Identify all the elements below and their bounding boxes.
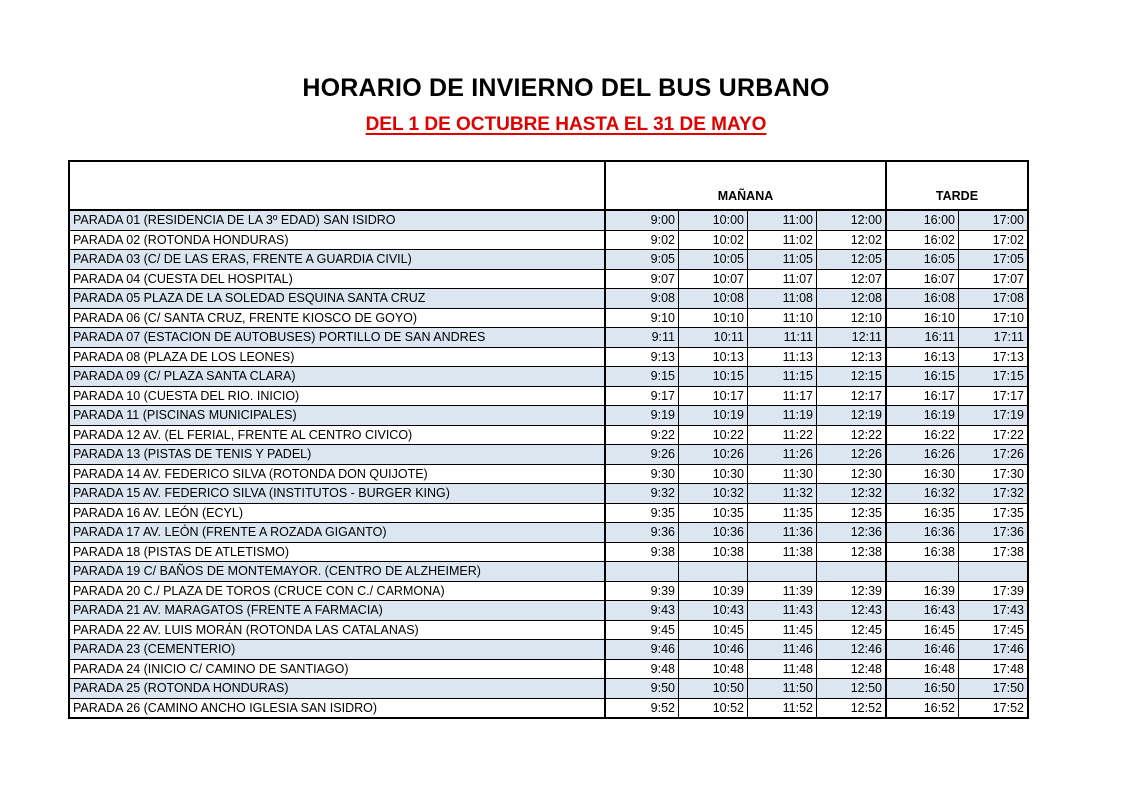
- table-row: [69, 210, 1028, 230]
- time-cell: 11:15: [748, 367, 817, 387]
- time-cell: 9:05: [605, 250, 679, 270]
- time-cell: 12:52: [817, 698, 887, 718]
- time-cell: 10:19: [679, 406, 748, 426]
- time-cell: 10:36: [679, 523, 748, 543]
- time-cell: 9:30: [605, 464, 679, 484]
- time-cell: [886, 562, 959, 582]
- time-cell: 12:48: [817, 659, 887, 679]
- time-cell: 9:22: [605, 425, 679, 445]
- time-cell: 10:07: [679, 269, 748, 289]
- time-cell: 12:39: [817, 581, 887, 601]
- time-cell: 17:43: [959, 601, 1029, 621]
- time-cell: 17:07: [959, 269, 1029, 289]
- time-cell: 12:05: [817, 250, 887, 270]
- time-cell: 10:50: [679, 679, 748, 699]
- time-cell: 16:02: [886, 230, 959, 250]
- time-cell: 16:45: [886, 620, 959, 640]
- time-cell: 9:39: [605, 581, 679, 601]
- time-cell: 17:38: [959, 542, 1029, 562]
- time-cell: 10:32: [679, 484, 748, 504]
- table-row: [69, 425, 1028, 445]
- stop-name: PARADA 04 (CUESTA DEL HOSPITAL): [69, 269, 605, 289]
- time-cell: 16:46: [886, 640, 959, 660]
- time-cell: 16:17: [886, 386, 959, 406]
- time-cell: 9:35: [605, 503, 679, 523]
- time-cell: 12:02: [817, 230, 887, 250]
- stop-name: PARADA 09 (C/ PLAZA SANTA CLARA): [69, 367, 605, 387]
- time-cell: 12:30: [817, 464, 887, 484]
- time-cell: 10:22: [679, 425, 748, 445]
- time-cell: 11:00: [748, 210, 817, 230]
- stop-name: PARADA 11 (PISCINAS MUNICIPALES): [69, 406, 605, 426]
- time-cell: 12:10: [817, 308, 887, 328]
- time-cell: 17:36: [959, 523, 1029, 543]
- time-cell: 17:13: [959, 347, 1029, 367]
- stop-name: PARADA 03 (C/ DE LAS ERAS, FRENTE A GUARDIA CIVIL): [69, 250, 605, 270]
- time-cell: 17:45: [959, 620, 1029, 640]
- time-cell: 11:39: [748, 581, 817, 601]
- time-cell: 11:11: [748, 328, 817, 348]
- time-cell: 16:19: [886, 406, 959, 426]
- page-title: HORARIO DE INVIERNO DEL BUS URBANO: [302, 74, 830, 102]
- time-cell: 12:38: [817, 542, 887, 562]
- time-cell: 17:00: [959, 210, 1029, 230]
- time-cell: 9:15: [605, 367, 679, 387]
- time-cell: 11:50: [748, 679, 817, 699]
- stop-name: PARADA 22 AV. LUIS MORÁN (ROTONDA LAS CATALANAS): [69, 620, 605, 640]
- time-cell: 16:43: [886, 601, 959, 621]
- time-cell: 16:07: [886, 269, 959, 289]
- stop-name: PARADA 01 (RESIDENCIA DE LA 3º EDAD) SAN ISIDRO: [69, 210, 605, 230]
- time-cell: 16:00: [886, 210, 959, 230]
- stop-name: PARADA 10 (CUESTA DEL RIO. INICIO): [69, 386, 605, 406]
- time-cell: 17:11: [959, 328, 1029, 348]
- time-cell: 10:05: [679, 250, 748, 270]
- time-cell: 10:39: [679, 581, 748, 601]
- time-cell: 9:38: [605, 542, 679, 562]
- time-cell: 17:22: [959, 425, 1029, 445]
- time-cell: 10:26: [679, 445, 748, 465]
- table-row: [69, 406, 1028, 426]
- stop-name: PARADA 24 (INICIO C/ CAMINO DE SANTIAGO): [69, 659, 605, 679]
- table-row: [69, 347, 1028, 367]
- time-cell: 9:00: [605, 210, 679, 230]
- table-row: [69, 484, 1028, 504]
- time-cell: 11:35: [748, 503, 817, 523]
- stop-name: PARADA 14 AV. FEDERICO SILVA (ROTONDA DON QUIJOTE): [69, 464, 605, 484]
- time-cell: 16:39: [886, 581, 959, 601]
- table-row: [69, 289, 1028, 309]
- time-cell: 9:36: [605, 523, 679, 543]
- stop-name: PARADA 05 PLAZA DE LA SOLEDAD ESQUINA SANTA CRUZ: [69, 289, 605, 309]
- time-cell: 11:26: [748, 445, 817, 465]
- time-cell: 17:50: [959, 679, 1029, 699]
- time-cell: 9:10: [605, 308, 679, 328]
- time-cell: 12:17: [817, 386, 887, 406]
- time-cell: 10:52: [679, 698, 748, 718]
- time-cell: 17:46: [959, 640, 1029, 660]
- time-cell: 16:32: [886, 484, 959, 504]
- time-cell: 9:02: [605, 230, 679, 250]
- stop-name: PARADA 08 (PLAZA DE LOS LEONES): [69, 347, 605, 367]
- time-cell: 17:10: [959, 308, 1029, 328]
- time-cell: 11:10: [748, 308, 817, 328]
- time-cell: 12:35: [817, 503, 887, 523]
- time-cell: 11:48: [748, 659, 817, 679]
- stop-name: PARADA 15 AV. FEDERICO SILVA (INSTITUTOS - BURGER KING): [69, 484, 605, 504]
- time-cell: 12:45: [817, 620, 887, 640]
- table-header-row: [69, 161, 1028, 210]
- time-cell: 12:13: [817, 347, 887, 367]
- time-cell: 9:32: [605, 484, 679, 504]
- time-cell: 12:07: [817, 269, 887, 289]
- time-cell: 17:52: [959, 698, 1029, 718]
- time-cell: 10:00: [679, 210, 748, 230]
- header-stop-column: [69, 161, 605, 210]
- table-row: [69, 620, 1028, 640]
- time-cell: 10:45: [679, 620, 748, 640]
- time-cell: 12:50: [817, 679, 887, 699]
- subtitle-text: DEL 1 DE OCTUBRE HASTA EL 31 DE MAYO: [365, 114, 767, 135]
- time-cell: 12:19: [817, 406, 887, 426]
- stop-name: PARADA 20 C./ PLAZA DE TOROS (CRUCE CON C./ CARMONA): [69, 581, 605, 601]
- schedule-table: [68, 160, 1029, 719]
- time-cell: 11:43: [748, 601, 817, 621]
- time-cell: 11:38: [748, 542, 817, 562]
- stop-name: PARADA 02 (ROTONDA HONDURAS): [69, 230, 605, 250]
- stop-name: PARADA 16 AV. LEÓN (ECYL): [69, 503, 605, 523]
- table-row: [69, 659, 1028, 679]
- table-row: [69, 679, 1028, 699]
- time-cell: 16:30: [886, 464, 959, 484]
- time-cell: 16:22: [886, 425, 959, 445]
- time-cell: 10:08: [679, 289, 748, 309]
- time-cell: [959, 562, 1029, 582]
- time-cell: 17:08: [959, 289, 1029, 309]
- time-cell: 10:10: [679, 308, 748, 328]
- time-cell: 11:19: [748, 406, 817, 426]
- time-cell: 12:15: [817, 367, 887, 387]
- table-row: [69, 698, 1028, 718]
- stop-name: PARADA 25 (ROTONDA HONDURAS): [69, 679, 605, 699]
- stop-name: PARADA 07 (ESTACION DE AUTOBUSES) PORTILLO DE SAN ANDRES: [69, 328, 605, 348]
- time-cell: 10:43: [679, 601, 748, 621]
- table-row: [69, 640, 1028, 660]
- time-cell: 9:46: [605, 640, 679, 660]
- table-row: [69, 542, 1028, 562]
- time-cell: 12:22: [817, 425, 887, 445]
- time-cell: 11:22: [748, 425, 817, 445]
- time-cell: 16:10: [886, 308, 959, 328]
- stop-name: PARADA 12 AV. (EL FERIAL, FRENTE AL CENTRO CIVICO): [69, 425, 605, 445]
- time-cell: 12:46: [817, 640, 887, 660]
- stop-name: PARADA 18 (PISTAS DE ATLETISMO): [69, 542, 605, 562]
- time-cell: 16:13: [886, 347, 959, 367]
- time-cell: 16:08: [886, 289, 959, 309]
- time-cell: 11:08: [748, 289, 817, 309]
- time-cell: [679, 562, 748, 582]
- time-cell: 10:17: [679, 386, 748, 406]
- time-cell: 10:02: [679, 230, 748, 250]
- time-cell: 9:45: [605, 620, 679, 640]
- time-cell: 17:05: [959, 250, 1029, 270]
- stop-name: PARADA 21 AV. MARAGATOS (FRENTE A FARMACIA): [69, 601, 605, 621]
- time-cell: 9:08: [605, 289, 679, 309]
- time-cell: 17:15: [959, 367, 1029, 387]
- time-cell: 17:19: [959, 406, 1029, 426]
- table-row: [69, 386, 1028, 406]
- table-row: [69, 445, 1028, 465]
- table-row: [69, 308, 1028, 328]
- time-cell: 9:48: [605, 659, 679, 679]
- time-cell: 10:30: [679, 464, 748, 484]
- time-cell: 16:48: [886, 659, 959, 679]
- time-cell: 16:35: [886, 503, 959, 523]
- time-cell: 11:30: [748, 464, 817, 484]
- time-cell: 16:26: [886, 445, 959, 465]
- time-cell: 10:11: [679, 328, 748, 348]
- stop-name: PARADA 17 AV. LEÓN (FRENTE A ROZADA GIGANTO): [69, 523, 605, 543]
- time-cell: 11:45: [748, 620, 817, 640]
- time-cell: 9:26: [605, 445, 679, 465]
- time-cell: 16:52: [886, 698, 959, 718]
- stop-name: PARADA 06 (C/ SANTA CRUZ, FRENTE KIOSCO DE GOYO): [69, 308, 605, 328]
- time-cell: 16:11: [886, 328, 959, 348]
- time-cell: [817, 562, 887, 582]
- table-row: [69, 230, 1028, 250]
- table-row: [69, 464, 1028, 484]
- time-cell: 11:05: [748, 250, 817, 270]
- time-cell: 17:39: [959, 581, 1029, 601]
- time-cell: 11:36: [748, 523, 817, 543]
- table-row: [69, 328, 1028, 348]
- table-row: [69, 601, 1028, 621]
- time-cell: 12:43: [817, 601, 887, 621]
- time-cell: 12:08: [817, 289, 887, 309]
- time-cell: 17:48: [959, 659, 1029, 679]
- time-cell: 12:00: [817, 210, 887, 230]
- time-cell: 16:05: [886, 250, 959, 270]
- time-cell: 10:15: [679, 367, 748, 387]
- time-cell: 10:48: [679, 659, 748, 679]
- stop-name: PARADA 26 (CAMINO ANCHO IGLESIA SAN ISIDRO): [69, 698, 605, 718]
- time-cell: 12:32: [817, 484, 887, 504]
- time-cell: 17:35: [959, 503, 1029, 523]
- time-cell: 11:46: [748, 640, 817, 660]
- table-row: [69, 523, 1028, 543]
- header-afternoon: TARDE: [886, 161, 1028, 210]
- time-cell: 11:32: [748, 484, 817, 504]
- time-cell: 16:15: [886, 367, 959, 387]
- time-cell: 11:17: [748, 386, 817, 406]
- time-cell: 9:17: [605, 386, 679, 406]
- time-cell: 17:30: [959, 464, 1029, 484]
- time-cell: 12:11: [817, 328, 887, 348]
- time-cell: 16:36: [886, 523, 959, 543]
- table-row: [69, 250, 1028, 270]
- table-row: [69, 581, 1028, 601]
- time-cell: 9:07: [605, 269, 679, 289]
- time-cell: 10:46: [679, 640, 748, 660]
- page-subtitle: [0, 114, 1132, 136]
- time-cell: 9:50: [605, 679, 679, 699]
- time-cell: 10:13: [679, 347, 748, 367]
- time-cell: 9:11: [605, 328, 679, 348]
- time-cell: 12:26: [817, 445, 887, 465]
- stop-name: PARADA 13 (PISTAS DE TENIS Y PADEL): [69, 445, 605, 465]
- time-cell: 10:35: [679, 503, 748, 523]
- time-cell: 9:19: [605, 406, 679, 426]
- table-row: [69, 367, 1028, 387]
- time-cell: [748, 562, 817, 582]
- time-cell: [605, 562, 679, 582]
- table-row: [69, 269, 1028, 289]
- time-cell: 16:50: [886, 679, 959, 699]
- time-cell: 12:36: [817, 523, 887, 543]
- table-row: [69, 562, 1028, 582]
- time-cell: 11:02: [748, 230, 817, 250]
- time-cell: 11:52: [748, 698, 817, 718]
- time-cell: 17:32: [959, 484, 1029, 504]
- time-cell: 16:38: [886, 542, 959, 562]
- time-cell: 9:52: [605, 698, 679, 718]
- time-cell: 17:02: [959, 230, 1029, 250]
- time-cell: 9:13: [605, 347, 679, 367]
- time-cell: 11:07: [748, 269, 817, 289]
- table-row: [69, 503, 1028, 523]
- time-cell: 17:26: [959, 445, 1029, 465]
- time-cell: 11:13: [748, 347, 817, 367]
- time-cell: 10:38: [679, 542, 748, 562]
- header-morning: MAÑANA: [605, 161, 886, 210]
- stop-name: PARADA 23 (CEMENTERIO): [69, 640, 605, 660]
- stop-name: PARADA 19 C/ BAÑOS DE MONTEMAYOR. (CENTRO DE ALZHEIMER): [69, 562, 605, 582]
- time-cell: 17:17: [959, 386, 1029, 406]
- time-cell: 9:43: [605, 601, 679, 621]
